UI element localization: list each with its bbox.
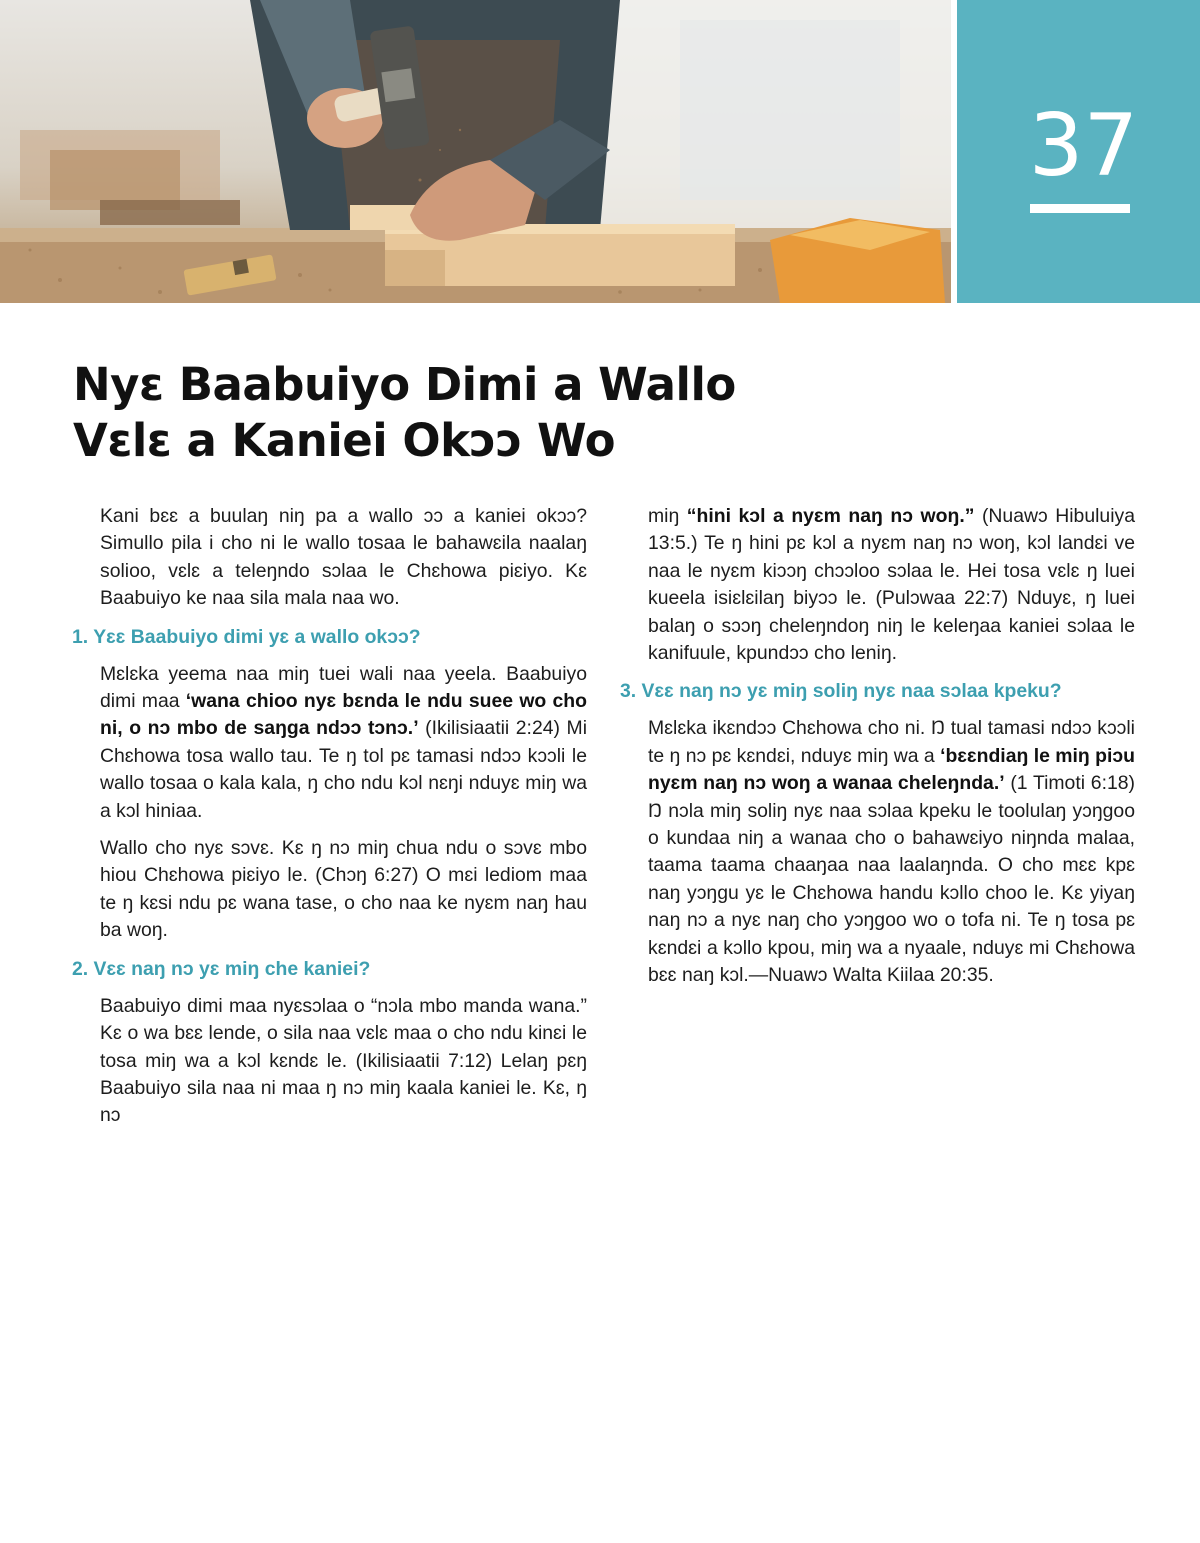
section-1-scripture-quote: ‘wana chioo nyɛ bɛnda le ndu suee wo cho ni, o nɔ mbo de saŋga ndɔɔ tɔnɔ.’: [100, 690, 587, 740]
section-3-paragraph-1: [620, 715, 1135, 989]
page-title: [73, 357, 833, 469]
question-heading-1: 1. Yɛɛ Baabuiyo dimi yɛ a wallo okɔɔ?: [72, 625, 421, 648]
section-2-text-a: miŋ: [648, 505, 687, 527]
section-2-text-b: (Nuawɔ Hibuluiya 13:5.) Te ŋ hini pɛ kɔl a nyɛm naŋ nɔ woŋ, kɔl landɛi ve naa le nyɛm kiɔɔŋ chɔɔloo sɔlaa le. Hei tosa vɛlɛ ŋ luei kueela isiɛlɛilaŋ biyɔɔ le. (Pulɔwaa 22:7) Nduyɛ, ŋ luei balaŋ o sɔɔŋ cheleŋndoŋ niŋ le keleŋaa kaniei sɔlaa le kanifuule, kpundɔɔ cho leniŋ.: [648, 505, 1135, 665]
lesson-number: 37: [1028, 96, 1139, 196]
question-heading-2: 2. Vɛɛ naŋ nɔ yɛ miŋ che kaniei?: [72, 957, 371, 980]
section-1-text-b: (Ikilisiaatii 2:24) Mi Chɛhowa tosa wallo tau. Te ŋ tol pɛ tamasi ndɔɔ kɔɔli le wallo tosaa o kala kala, ŋ cho ndu kɔl nɛŋi nduyɛ miŋ wa a kɔl hiniaa.: [100, 717, 588, 822]
section-1-text-a: Mɛlɛka yeema naa miŋ tuei wali naa yeela. Baabuiyo dimi maa: [100, 662, 587, 713]
section-1-paragraph-2: Wallo cho nyɛ sɔvɛ. Kɛ ŋ nɔ miŋ chua ndu o sɔvɛ mbo hiou Chɛhowa piɛiyo le. (Chɔŋ 6:27) O mɛi lediom maa te ŋ kɛsi ndu pɛ wana tase, o cho naa ke nyɛm naŋ hau ba woŋ.: [100, 837, 587, 942]
section-2-scripture-quote: “hini kɔl a nyɛm naŋ nɔ woŋ.”: [686, 505, 975, 527]
lesson-number-tab: [957, 0, 1200, 303]
lesson-number-underline: [1030, 204, 1130, 213]
section-2-paragraph-1: Baabuiyo dimi maa nyɛsɔlaa o “nɔla mbo manda wana.” Kɛ o wa bɛɛ lende, o sila naa vɛlɛ maa o cho ndu kinɛi le tosa miŋ wa a kɔl kɛndɛ le. (Ikilisiaatii 7:12) Lelaŋ pɛŋ Baabuiyo sila naa ni maa ŋ nɔ miŋ kaala kaniei le. Kɛ, ŋ nɔ: [100, 994, 587, 1127]
hero-photo: [0, 0, 951, 303]
section-1-paragraph-1: [72, 661, 587, 825]
question-heading-3: 3. Vɛɛ naŋ nɔ yɛ miŋ soliŋ nyɛ naa sɔlaa kpeku?: [620, 680, 1062, 703]
title-line-2: Vɛlɛ a Kaniei Okɔɔ Wo: [73, 414, 616, 467]
title-line-1: Nyɛ Baabuiyo Dimi a Wallo: [73, 358, 736, 411]
left-column: [72, 503, 587, 1140]
section-3-text-b: (1 Timoti 6:18) Ŋ nɔla miŋ soliŋ nyɛ naa sɔlaa kpeku le toolulaŋ yɔŋgoo o kundaa niŋ a wanaa cho o bahawɛiyo niŋnda malaa, taama taama chaaŋaa naa laalaŋnda. O cho mɛɛ kpɛ naŋ yɔŋgu yɛ le Chɛhowa handu kɔllo choo le. Kɛ yiyaŋ naŋ nɔ a nyɛ naŋ cho yɔŋgoo wo o tofa ni. Te ŋ tosa pɛ kɛndɛi a kɔllo kpou, miŋ wa a nyaale, nduyɛ mi Chɛhowa bɛɛ naŋ kɔl.—Nuawɔ Walta Kiilaa 20:35.: [648, 772, 1135, 987]
right-column: [620, 503, 1135, 1000]
carpenter-illustration: [0, 0, 951, 303]
section-3-text-a: Mɛlɛka ikɛndɔɔ Chɛhowa cho ni. Ŋ tual tamasi ndɔɔ kɔɔli te ŋ nɔ pɛ kɛndɛi, nduyɛ miŋ wa a: [648, 717, 1135, 767]
section-3-scripture-quote: ‘bɛɛndiaŋ le miŋ piɔu nyɛm naŋ nɔ woŋ a wanaa cheleŋnda.’: [648, 744, 1135, 795]
intro-paragraph: Kani bɛɛ a buulaŋ niŋ pa a wallo ɔɔ a kaniei okɔɔ? Simullo pila i cho ni le wallo tosaa le bahawɛila naalaŋ solioo, vɛlɛ a teleŋndo sɔlaa le Chɛhowa piɛiyo. Kɛ Baabuiyo ke naa sila mala naa wo.: [100, 505, 587, 610]
section-2-paragraph-2: [620, 503, 1135, 667]
